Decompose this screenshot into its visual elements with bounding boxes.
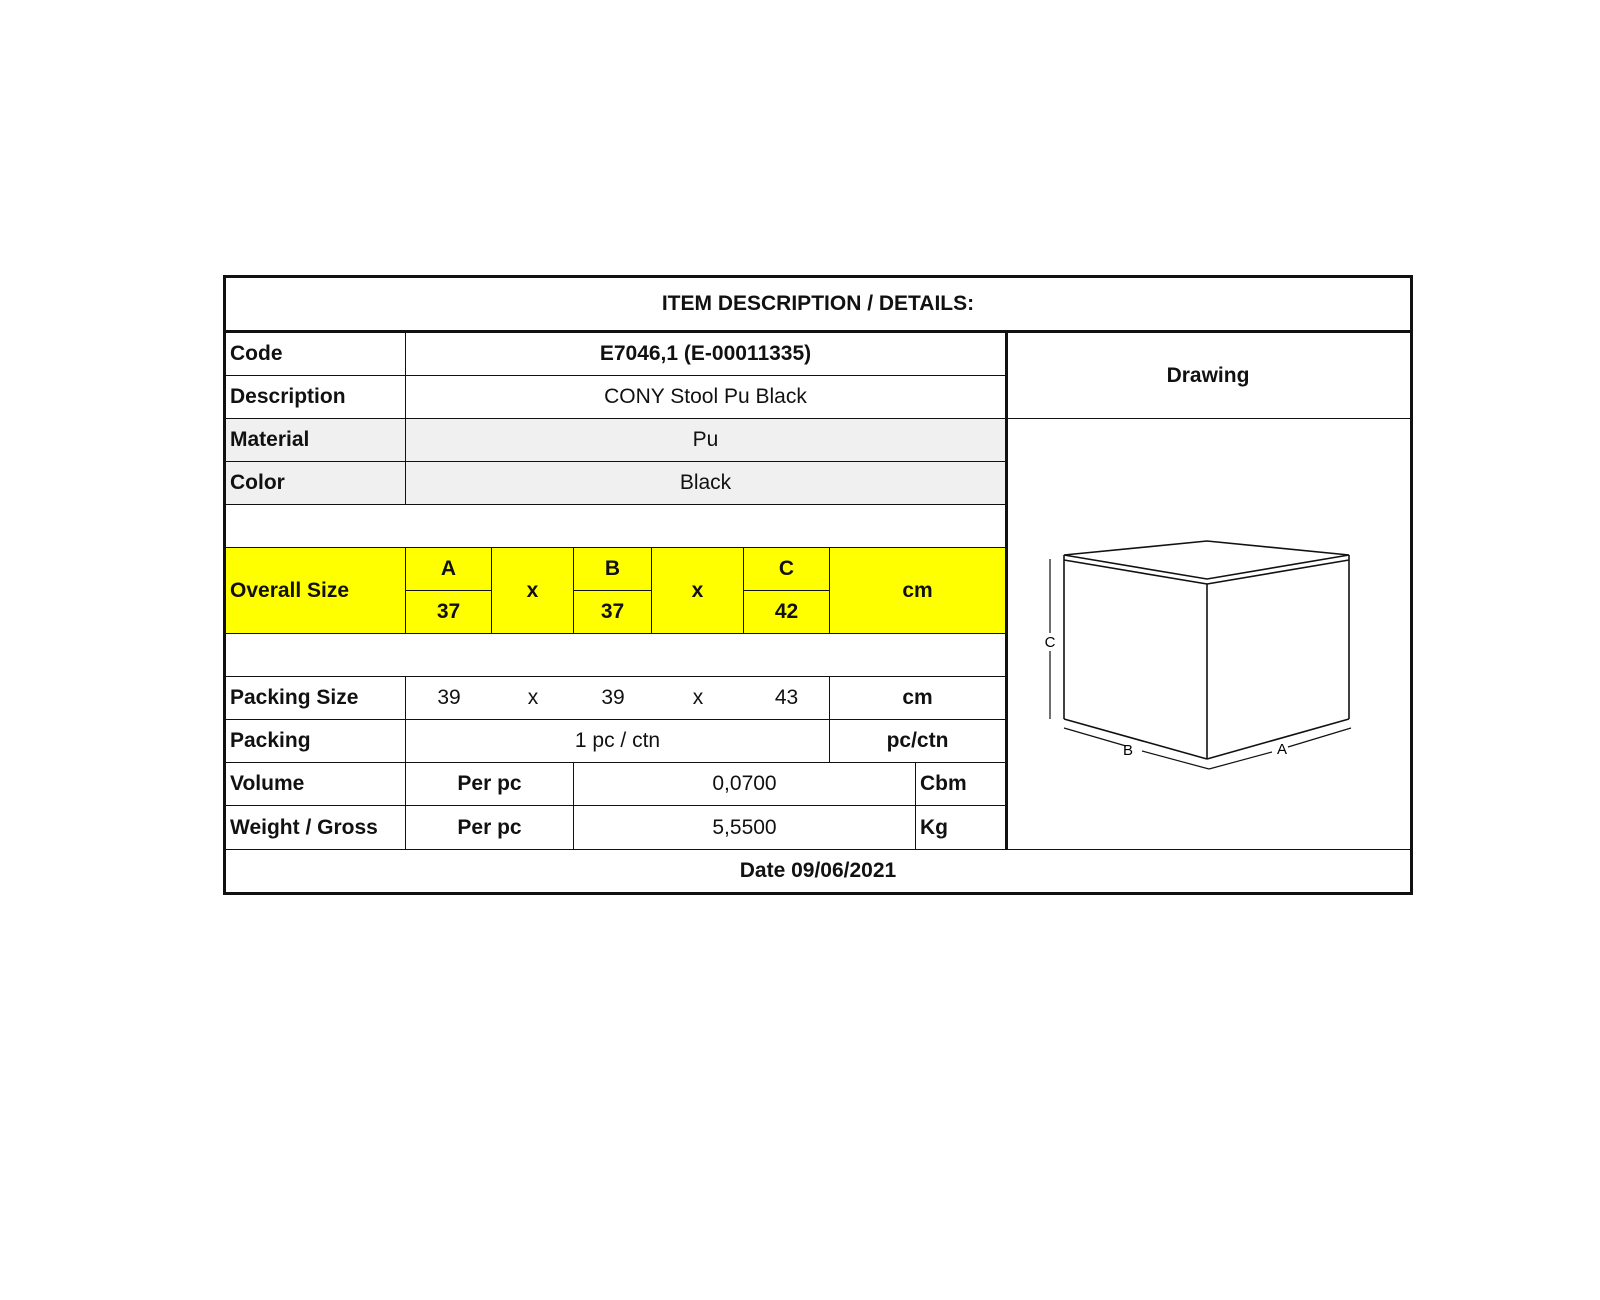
dim-a-line: [1209, 752, 1272, 769]
packing-size-separator: x: [492, 677, 574, 720]
weight-per: Per pc: [406, 806, 574, 849]
dim-a-marker: A: [1276, 741, 1288, 758]
spacer-cell: [226, 505, 1006, 548]
size-separator: x: [492, 548, 574, 634]
volume-per: Per pc: [406, 763, 574, 806]
dim-c-marker: C: [1044, 634, 1056, 651]
packing-size-row: [226, 677, 1006, 720]
packing-size-a: 39: [406, 677, 492, 720]
color-label: Color: [226, 462, 406, 505]
volume-value: 0,0700: [574, 763, 916, 806]
color-row: [226, 462, 1006, 505]
packing-size-c: 43: [744, 677, 830, 720]
color-value: Black: [406, 462, 1006, 505]
dim-b-value: 37: [574, 591, 652, 634]
sheet-title: ITEM DESCRIPTION / DETAILS:: [226, 278, 1410, 333]
packing-value: 1 pc / ctn: [406, 720, 830, 763]
packing-size-b: 39: [574, 677, 652, 720]
overall-size-unit: cm: [830, 548, 1006, 634]
volume-unit: Cbm: [916, 763, 1006, 806]
code-row: [226, 333, 1006, 376]
dim-b-line: [1064, 728, 1126, 746]
packing-row: [226, 720, 1006, 763]
description-label: Description: [226, 376, 406, 419]
volume-row: [226, 763, 1006, 806]
packing-size-separator: x: [652, 677, 744, 720]
dim-b-marker: B: [1122, 742, 1134, 759]
volume-label: Volume: [226, 763, 406, 806]
packing-size-label: Packing Size: [226, 677, 406, 720]
spacer-cell: [226, 634, 1006, 677]
weight-value: 5,5500: [574, 806, 916, 849]
weight-unit: Kg: [916, 806, 1006, 849]
spacer-row: [226, 634, 1006, 677]
code-value: E7046,1 (E-00011335): [406, 333, 1006, 376]
description-value: CONY Stool Pu Black: [406, 376, 1006, 419]
material-row: [226, 419, 1006, 462]
dim-a-value: 37: [406, 591, 492, 634]
material-label: Material: [226, 419, 406, 462]
weight-label: Weight / Gross: [226, 806, 406, 849]
date-footer: Date 09/06/2021: [226, 849, 1410, 892]
packing-size-unit: cm: [830, 677, 1006, 720]
item-details-sheet: [223, 275, 1413, 895]
size-separator: x: [652, 548, 744, 634]
stool-drawing: [1006, 419, 1410, 849]
packing-unit: pc/ctn: [830, 720, 1006, 763]
stool-top-surface: [1064, 541, 1349, 579]
dim-b-label: B: [574, 548, 652, 591]
dim-a-label: A: [406, 548, 492, 591]
material-value: Pu: [406, 419, 1006, 462]
code-label: Code: [226, 333, 406, 376]
overall-size-label: Overall Size: [226, 548, 406, 634]
packing-label: Packing: [226, 720, 406, 763]
description-row: [226, 376, 1006, 419]
spacer-row: [226, 505, 1006, 548]
dim-c-label: C: [744, 548, 830, 591]
weight-row: [226, 806, 1006, 849]
drawing-title: Drawing: [1006, 333, 1410, 419]
overall-size-row: [226, 548, 1006, 634]
drawing-area: [1006, 419, 1410, 849]
dim-c-value: 42: [744, 591, 830, 634]
